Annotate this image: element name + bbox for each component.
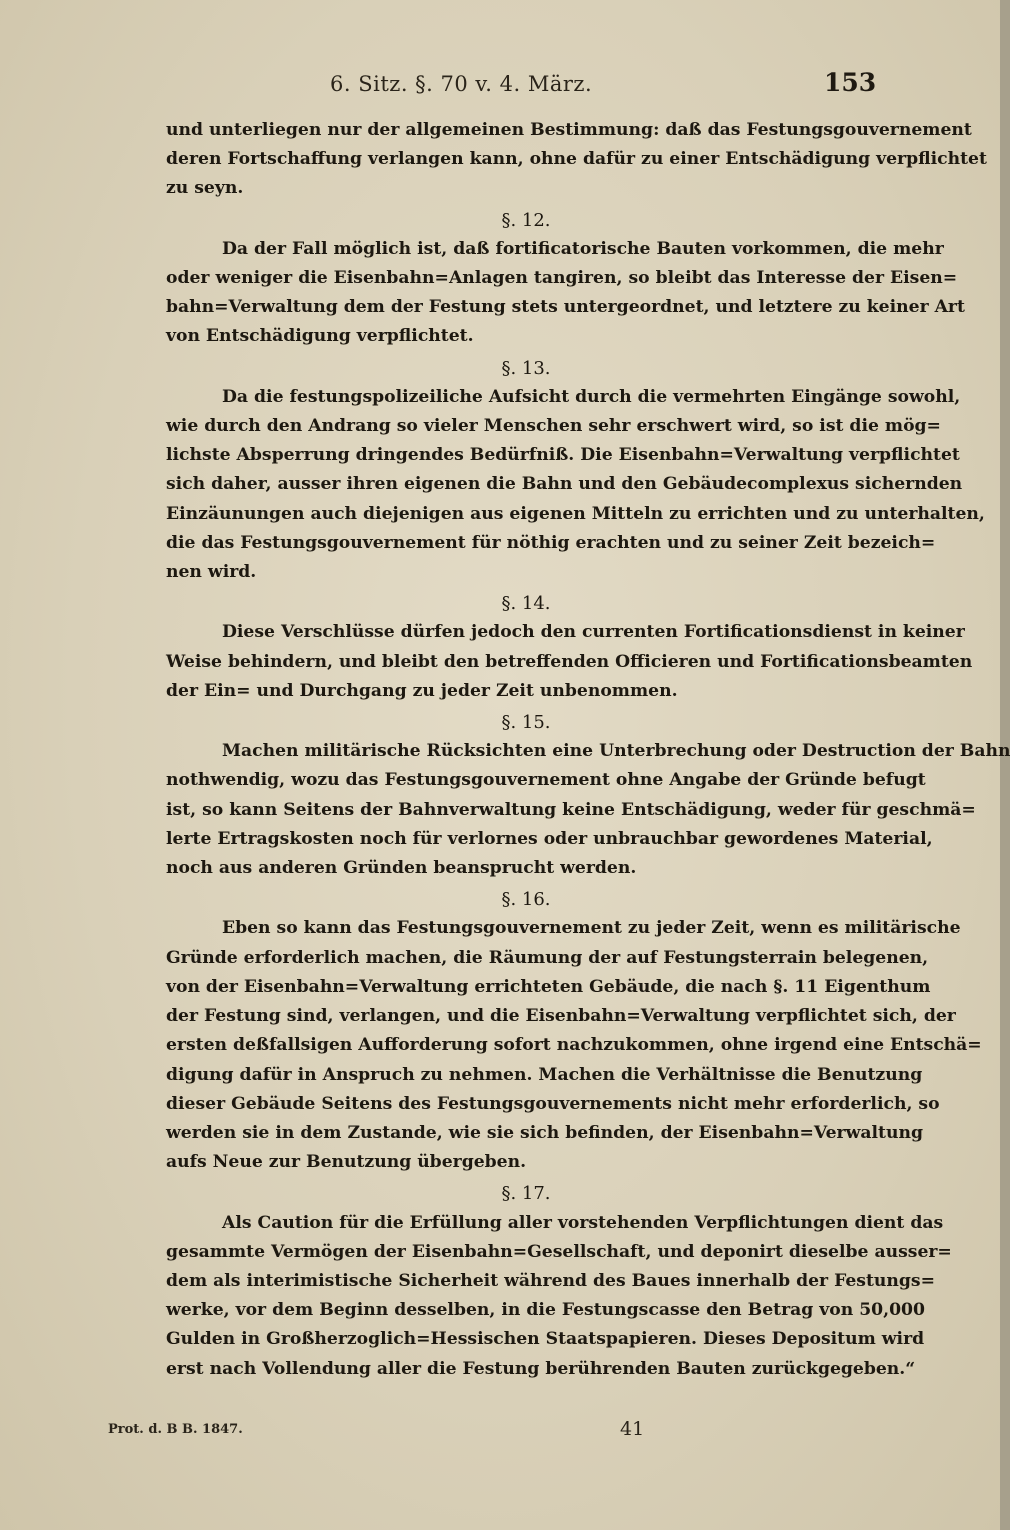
text-line: nen wird. [166,562,257,583]
printer-signature: Prot. d. B B. 1847. [108,1422,243,1437]
text-line: bahn=Verwaltung dem der Festung stets untergeordnet, und letztere zu keiner Art [166,297,965,318]
section-heading: §. 16. [501,889,551,911]
paragraph [166,914,982,1177]
text-line: digung dafür in Anspruch zu nehmen. Machen die Verhältnisse die Benutzung [166,1064,923,1085]
text-line: werden sie in dem Zustande, wie sie sich befinden, der Eisenbahn=Verwaltung [166,1122,924,1143]
text-line: der Ein= und Durchgang zu jeder Zeit unbenommen. [166,680,678,701]
page-header [0,68,1000,104]
text-line: Da die festungspolizeiliche Aufsicht durch die vermehrten Eingänge sowohl, [222,386,961,407]
text-line: lerte Ertragskosten noch für verlornes oder unbrauchbar gewordenes Material, [166,828,933,849]
text-line: ersten deßfallsigen Aufforderung sofort nachzukommen, ohne irgend eine Entschä= [166,1035,982,1056]
text-line: wie durch den Andrang so vieler Menschen sehr erschwert wird, so ist die mög= [166,416,941,437]
text-line: Diese Verschlüsse dürfen jedoch den currenten Fortificationsdienst in keiner [222,622,965,643]
paragraph [166,1209,952,1384]
text-line: dieser Gebäude Seitens des Festungsgouvernements nicht mehr erforderlich, so [166,1093,940,1114]
page-number: 153 [824,68,877,97]
text-line: der Festung sind, verlangen, und die Eisenbahn=Verwaltung verpflichtet sich, der [166,1006,956,1027]
text-line: Gulden in Großherzoglich=Hessischen Staatspapieren. Dieses Depositum wird [166,1329,925,1350]
sheet-number: 41 [620,1418,645,1440]
page-footer [0,1418,1000,1448]
section-heading: §. 12. [501,209,551,231]
text-line: Gründe erforderlich machen, die Räumung der auf Festungsterrain belegenen, [166,947,929,968]
text-line: dem als interimistische Sicherheit während des Baues innerhalb der Festungs= [166,1270,935,1291]
text-line: Da der Fall möglich ist, daß fortificatorische Bauten vorkommen, die mehr [222,238,944,259]
section-heading: §. 15. [501,712,551,734]
paragraph [166,116,987,204]
text-line: oder weniger die Eisenbahn=Anlagen tangiren, so bleibt das Interesse der Eisen= [166,268,958,289]
paragraph [166,737,1010,883]
section-heading: §. 17. [501,1183,551,1205]
text-line: von der Eisenbahn=Verwaltung errichteten Gebäude, die nach §. 11 Eigenthum [166,976,931,997]
paragraph [166,235,965,352]
text-line: lichste Absperrung dringendes Bedürfniß. Die Eisenbahn=Verwaltung verpflichtet [166,445,960,466]
text-line: ist, so kann Seitens der Bahnverwaltung keine Entschädigung, weder für geschmä= [166,799,976,820]
section-heading: §. 14. [501,593,551,615]
text-line: die das Festungsgouvernement für nöthig erachten und zu seiner Zeit bezeich= [166,532,936,553]
text-line: Eben so kann das Festungsgouvernement zu jeder Zeit, wenn es militärische [222,918,961,939]
paragraph [166,618,973,706]
text-line: und unterliegen nur der allgemeinen Bestimmung: daß das Festungsgouvernement [166,120,972,140]
text-line: gesammte Vermögen der Eisenbahn=Gesellschaft, und deponirt dieselbe ausser= [166,1241,952,1262]
text-line: nothwendig, wozu das Festungsgouvernement ohne Angabe der Gründe befugt [166,770,926,791]
text-line: zu seyn. [166,178,244,199]
document-body [166,116,1010,1384]
text-line: noch aus anderen Gründen beansprucht werden. [166,858,637,879]
text-line: deren Fortschaffung verlangen kann, ohne dafür zu einer Entschädigung verpflichtet [166,149,987,170]
text-line: Einzäunungen auch diejenigen aus eigenen Mitteln zu errichten und zu unterhalten, [166,503,985,524]
text-line: sich daher, ausser ihren eigenen die Bahn und den Gebäudecomplexus sichernden [166,474,963,495]
text-line: von Entschädigung verpflichtet. [166,326,474,347]
text-line: Als Caution für die Erfüllung aller vorstehenden Verpflichtungen dient das [222,1212,944,1233]
section-heading: §. 13. [501,357,551,379]
text-line: aufs Neue zur Benutzung übergeben. [166,1152,527,1173]
text-line: erst nach Vollendung aller die Festung berührenden Bauten zurückgegeben.“ [166,1358,916,1379]
text-line: Machen militärische Rücksichten eine Unterbrechung oder Destruction der Bahn [222,741,1010,762]
paragraph [166,383,985,587]
text-line: Weise behindern, und bleibt den betreffenden Officieren und Fortificationsbeamten [166,651,973,672]
running-head: 6. Sitz. §. 70 v. 4. März. [330,72,593,96]
text-line: werke, vor dem Beginn desselben, in die Festungscasse den Betrag von 50,000 [166,1300,925,1321]
